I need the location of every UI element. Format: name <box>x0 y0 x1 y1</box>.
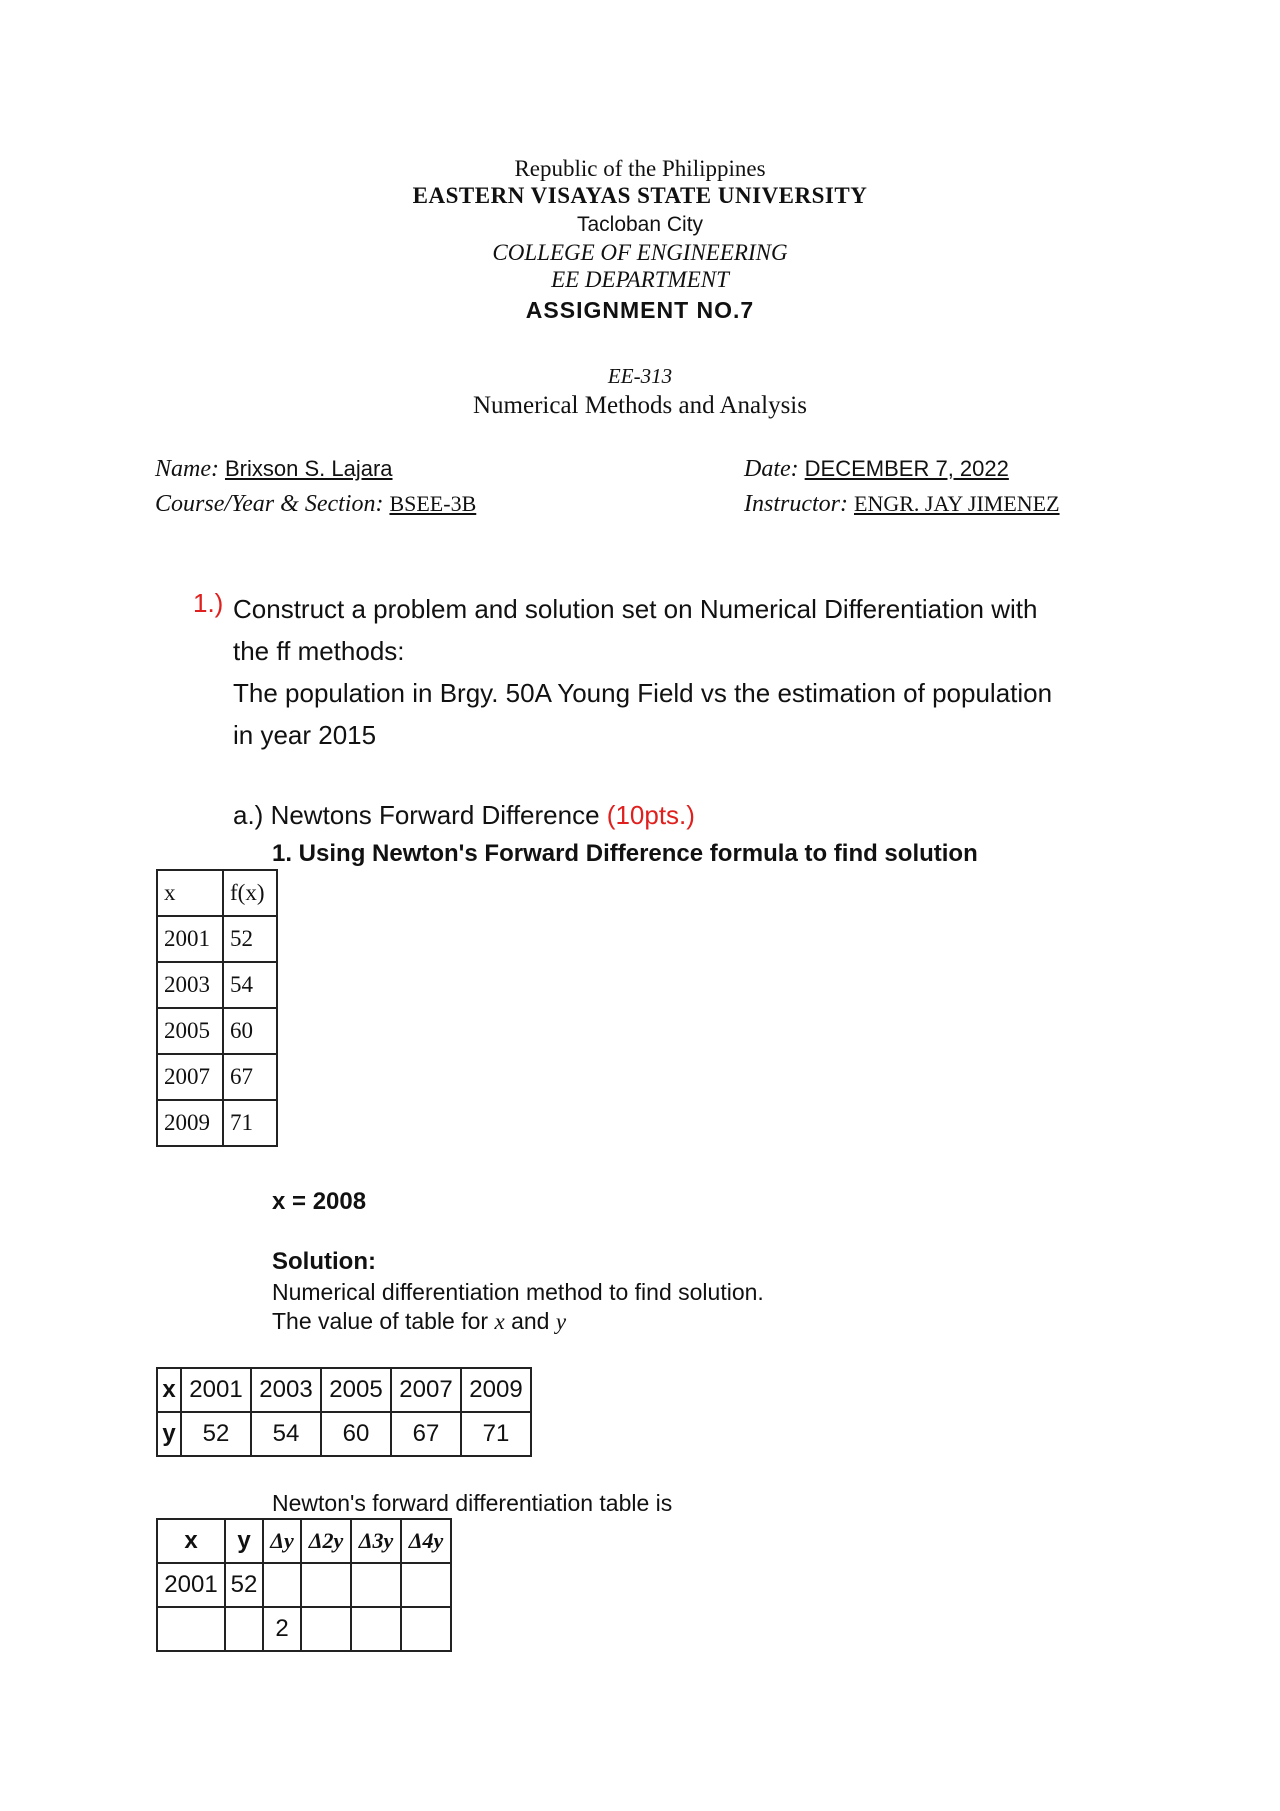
table-cell: 2009 <box>461 1368 531 1412</box>
table-row <box>157 1368 531 1412</box>
table-cell: 2003 <box>157 962 223 1008</box>
instructor-field <box>744 491 1060 518</box>
table-cell: 52 <box>181 1412 251 1456</box>
table-cell <box>401 1563 451 1607</box>
header-cell-delta2-y: Δ2y <box>301 1519 351 1563</box>
table-row <box>157 1008 277 1054</box>
problem-line-4: in year 2015 <box>233 720 377 750</box>
table-cell: 2009 <box>157 1100 223 1146</box>
part-a-heading <box>233 800 695 831</box>
table-row <box>157 916 277 962</box>
table-cell: 2005 <box>321 1368 391 1412</box>
header-cell-fx: f(x) <box>223 870 277 916</box>
table-cell: 2007 <box>157 1054 223 1100</box>
header-cell-delta4-y: Δ4y <box>401 1519 451 1563</box>
course-label: Course/Year & Section: <box>155 491 384 517</box>
table-cell: 2005 <box>157 1008 223 1054</box>
table-row <box>157 870 277 916</box>
solution-line-1: Numerical differentiation method to find solution. <box>272 1279 764 1305</box>
header-cell-x: x <box>157 870 223 916</box>
table-cell: 2001 <box>157 1563 225 1607</box>
name-value: Brixson S. Lajara <box>224 456 393 481</box>
table-cell: 67 <box>223 1054 277 1100</box>
table-cell <box>263 1563 301 1607</box>
table-cell: 52 <box>225 1563 263 1607</box>
table-row <box>157 1519 451 1563</box>
table-cell <box>301 1563 351 1607</box>
table-cell: 60 <box>223 1008 277 1054</box>
diff-table-caption: Newton's forward differentiation table is <box>272 1490 673 1516</box>
table-cell: 67 <box>391 1412 461 1456</box>
row-label-y: y <box>157 1412 181 1456</box>
solution-line-2-prefix: The value of table for <box>272 1308 489 1334</box>
instructor-value: ENGR. JAY JIMENEZ <box>854 491 1060 516</box>
table-cell: 54 <box>251 1412 321 1456</box>
part-a-points: (10pts.) <box>606 800 695 830</box>
table-row <box>157 1607 451 1651</box>
table-row <box>157 1412 531 1456</box>
table-cell: 2003 <box>251 1368 321 1412</box>
republic-line: Republic of the Philippines <box>514 156 766 181</box>
problem-number: 1.) <box>193 588 224 618</box>
solution-line-2 <box>272 1308 566 1335</box>
table-cell <box>351 1563 401 1607</box>
name-field <box>155 456 393 483</box>
xy-table <box>156 1367 532 1457</box>
data-table <box>156 869 278 1147</box>
diff-table <box>156 1518 452 1652</box>
table-cell <box>301 1607 351 1651</box>
table-cell <box>157 1607 225 1651</box>
table-row <box>157 1563 451 1607</box>
table-row <box>157 1054 277 1100</box>
table-cell: 60 <box>321 1412 391 1456</box>
table-cell <box>225 1607 263 1651</box>
var-x: x <box>494 1309 505 1334</box>
header-cell-delta3-y: Δ3y <box>351 1519 401 1563</box>
course-title: Numerical Methods and Analysis <box>473 392 807 419</box>
table-cell: 2007 <box>391 1368 461 1412</box>
header-cell-delta-y: Δy <box>263 1519 301 1563</box>
instructor-label: Instructor: <box>744 491 848 517</box>
part-a-label: a.) Newtons Forward Difference <box>233 800 600 830</box>
step-1-heading: 1. Using Newton's Forward Difference formula to find solution <box>272 840 978 867</box>
table-cell: 2 <box>263 1607 301 1651</box>
department-line: EE DEPARTMENT <box>551 267 729 292</box>
date-label: Date: <box>744 456 799 482</box>
row-label-x: x <box>157 1368 181 1412</box>
college-line: COLLEGE OF ENGINEERING <box>492 240 788 265</box>
and-word: and <box>511 1308 550 1334</box>
assignment-title: ASSIGNMENT NO.7 <box>525 297 755 323</box>
table-cell <box>351 1607 401 1651</box>
problem-line-3: The population in Brgy. 50A Young Field vs the estimation of population <box>233 678 1053 708</box>
table-cell: 71 <box>461 1412 531 1456</box>
table-row <box>157 1100 277 1146</box>
table-cell: 52 <box>223 916 277 962</box>
table-cell: 2001 <box>181 1368 251 1412</box>
course-field <box>155 491 476 518</box>
date-value: DECEMBER 7, 2022 <box>804 456 1009 481</box>
table-row <box>157 962 277 1008</box>
course-code: EE-313 <box>607 364 673 388</box>
problem-line-1: Construct a problem and solution set on Numerical Differentiation with <box>233 594 1038 624</box>
table-cell: 71 <box>223 1100 277 1146</box>
course-value: BSEE-3B <box>389 491 477 516</box>
table-cell: 54 <box>223 962 277 1008</box>
x-value: x = 2008 <box>272 1188 367 1215</box>
name-label: Name: <box>155 456 219 482</box>
table-cell: 2001 <box>157 916 223 962</box>
city-line: Tacloban City <box>576 213 704 236</box>
table-cell <box>401 1607 451 1651</box>
header-cell-y: y <box>225 1519 263 1563</box>
header-cell-x: x <box>157 1519 225 1563</box>
university-name: EASTERN VISAYAS STATE UNIVERSITY <box>412 183 868 208</box>
problem-text <box>233 588 1052 756</box>
problem-line-2: the ff methods: <box>233 636 405 666</box>
solution-heading: Solution: <box>272 1248 376 1275</box>
var-y: y <box>555 1309 567 1334</box>
date-field <box>744 456 1009 483</box>
